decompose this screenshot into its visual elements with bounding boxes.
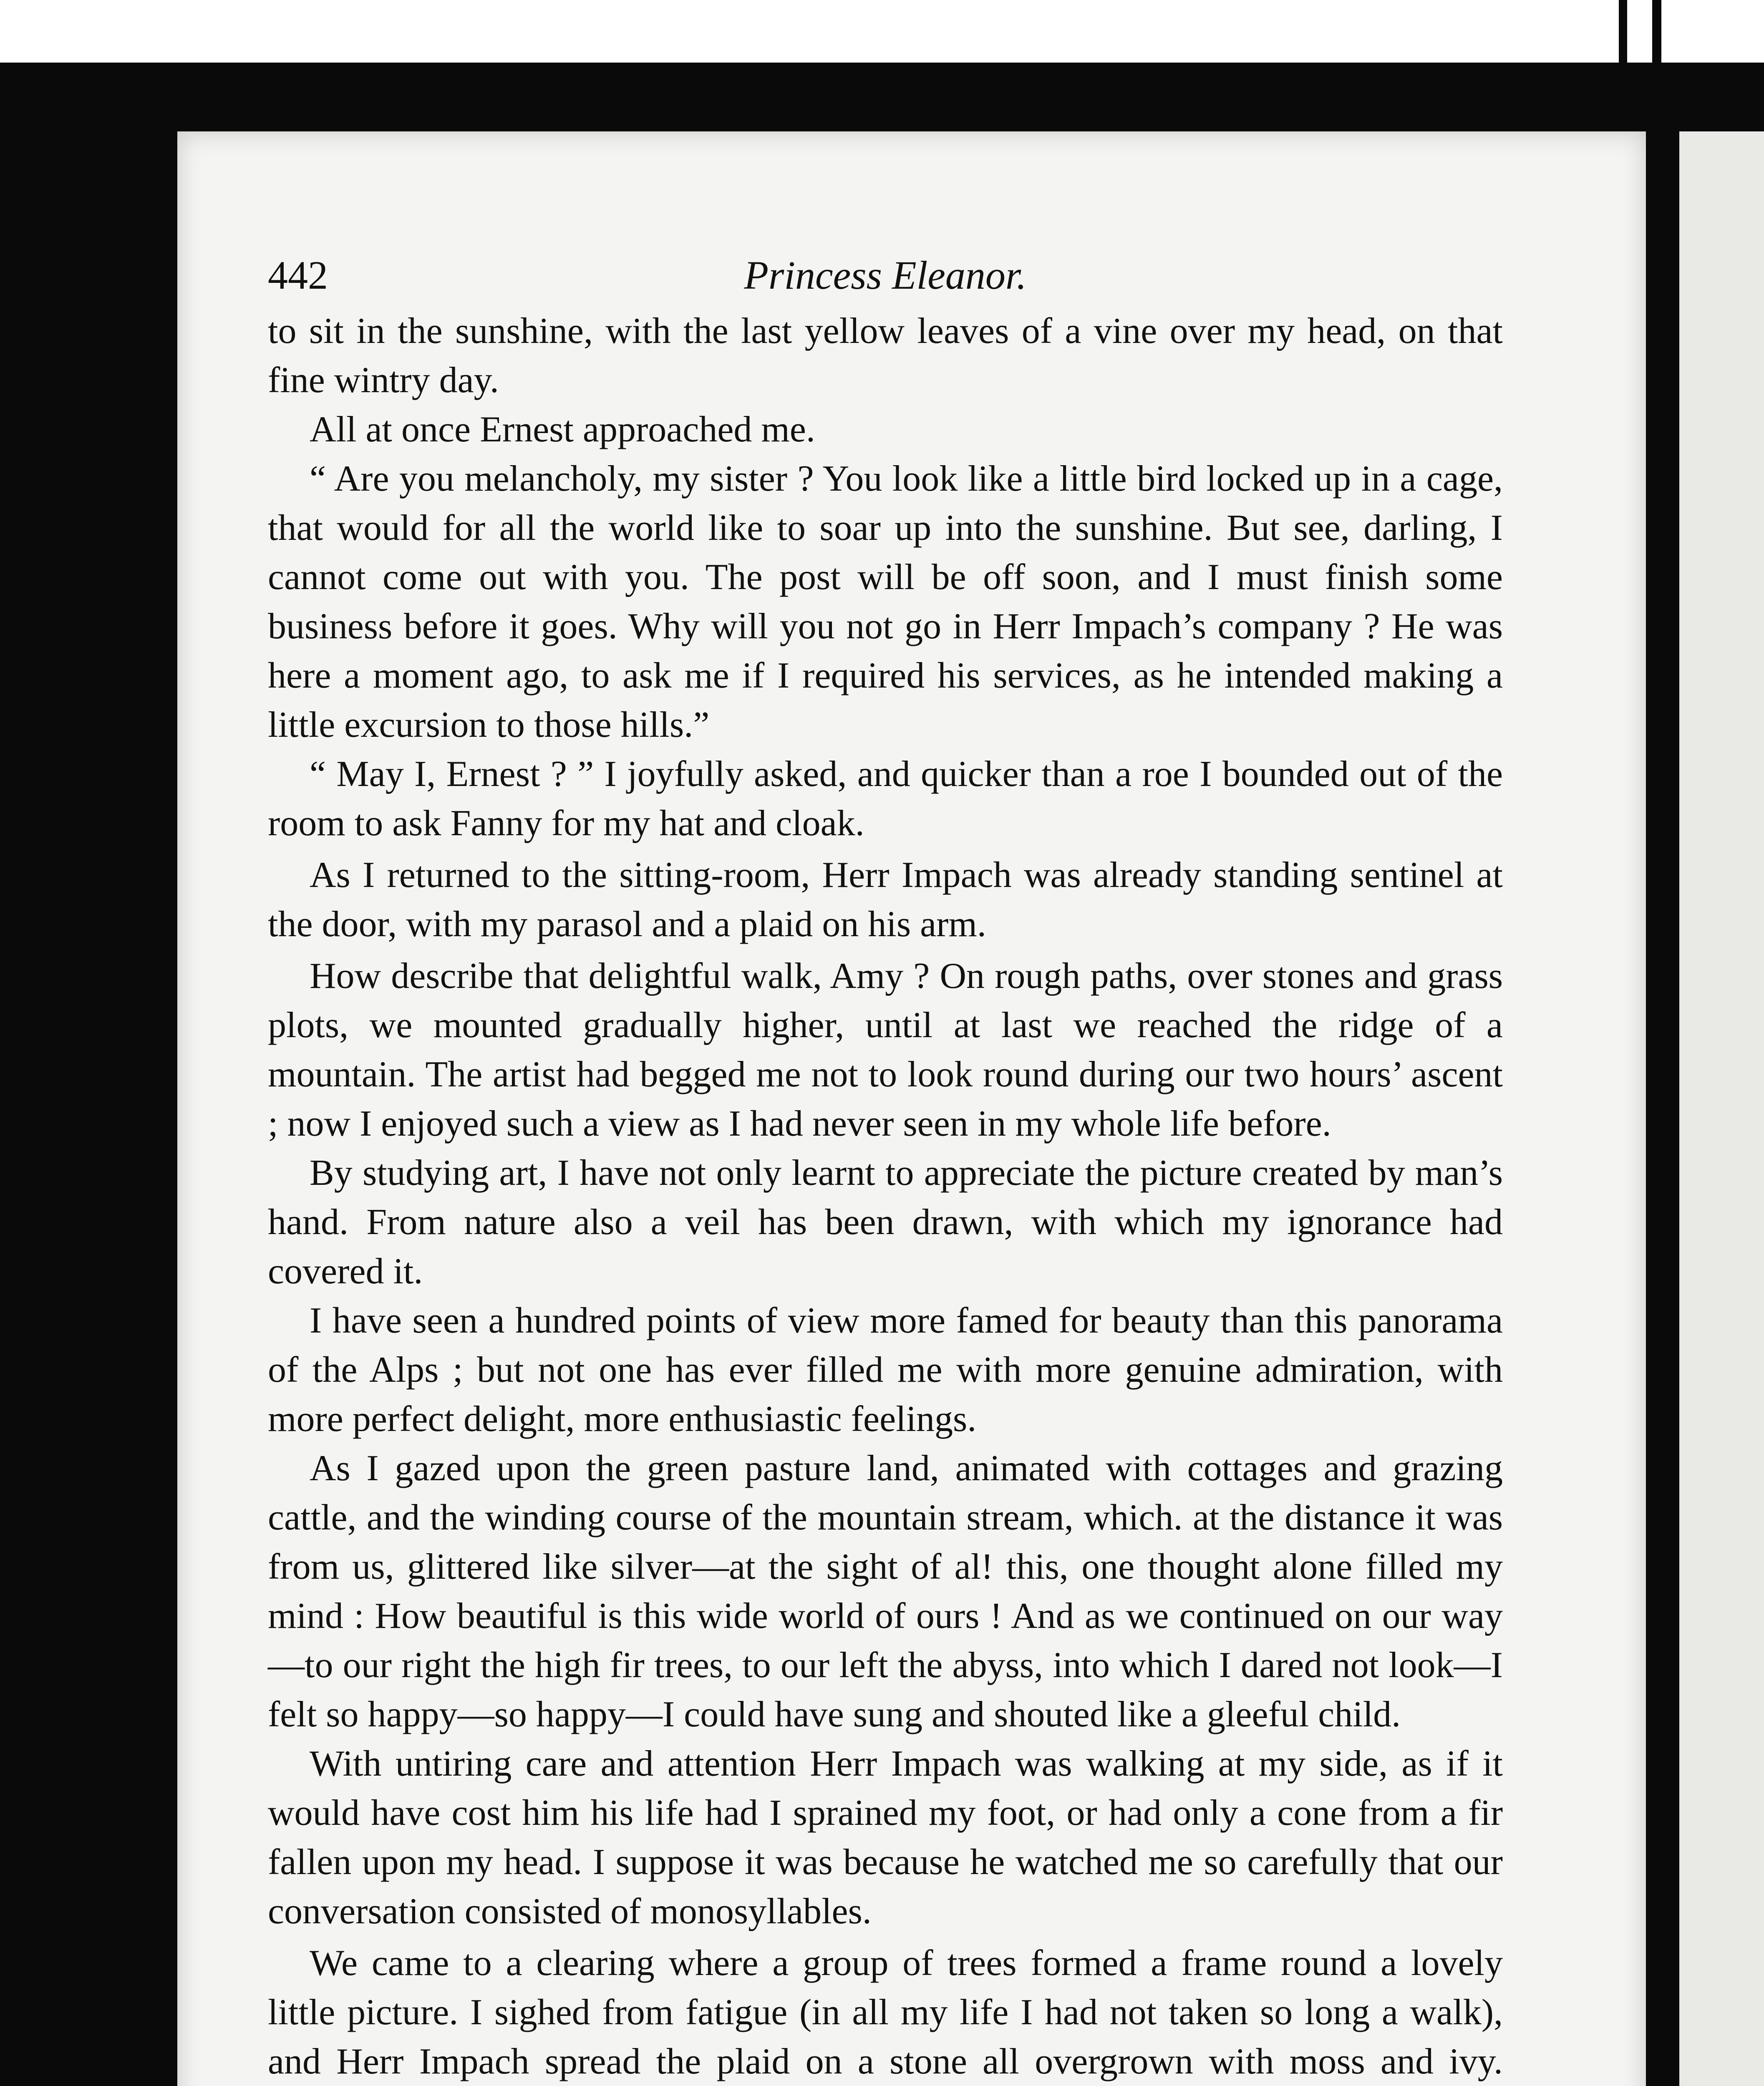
paragraph: “ May I, Ernest ? ” I joyfully asked, and quicker than a roe I bounded out of the room to ask Fanny for my hat and cloak. bbox=[268, 754, 1503, 844]
paragraph: By studying art, I have not only learnt to appreciate the picture created by man’s hand. From nature also a veil has been drawn, with which my ignorance had covered it. bbox=[268, 1153, 1503, 1292]
page-content bbox=[268, 244, 1503, 2086]
next-page-edge bbox=[1679, 131, 1764, 2086]
top-dark-band bbox=[0, 63, 1764, 131]
paragraph: As I gazed upon the green pasture land, animated with cottages and grazing cattle, and the winding course of the mountain stream, which. at the distance it was from us, glittered like silver—at the sight of al! this, one thought alone filled my mind : How beautiful is this wide world of ours ! And as we continued on our way—to our right the high fir trees, to our left the abyss, into which I dared not look—I felt so happy—so happy—I could have sung and shouted like a gleeful child. bbox=[268, 1448, 1503, 1735]
paragraph: With untiring care and attention Herr Impach was walking at my side, as if it would have cost him his life had I sprained my foot, or had only a cone from a fir fallen upon my head. I suppose it was because he watched me so carefully that our conversation consisted of monosyllables. bbox=[268, 1743, 1503, 1932]
running-title: Princess Eleanor. bbox=[744, 253, 1027, 297]
left-dark-margin bbox=[0, 131, 177, 2086]
running-head bbox=[268, 244, 1503, 307]
top-binding-line bbox=[1652, 0, 1661, 63]
book-page bbox=[177, 131, 1646, 2086]
page-number: 442 bbox=[268, 253, 328, 297]
paragraph: As I returned to the sitting-room, Herr Impach was already standing sentinel at the door, with my parasol and a plaid on his arm. bbox=[268, 855, 1503, 945]
top-binding-line bbox=[1619, 0, 1627, 63]
paragraph-text: We came to a clearing where a group of trees formed a frame round a lovely little picture. I sighed from fatigue (in all my life I had not taken so long a walk), and Herr Impach spread the plaid on a stone all overgrown with moss and ivy. bbox=[268, 1943, 1503, 2082]
paragraph: All at once Ernest approached me. bbox=[310, 409, 815, 450]
paragraph: to sit in the sunshine, with the last yellow leaves of a vine over my head, on that fine wintry day. bbox=[268, 311, 1503, 401]
right-dark-gutter bbox=[1646, 131, 1679, 2086]
paragraph-last bbox=[268, 1939, 1503, 2086]
paragraph: “ Are you melancholy, my sister ? You look like a little bird locked up in a cage, that would for all the world like to soar up into the sunshine. But see, darling, I cannot come out with you. The post will be off soon, and I must finish some business before it goes. Why will you not go in Herr Impach’s company ? He was here a moment ago, to ask me if I required his services, as he intended making a little excursion to those hills.” bbox=[268, 459, 1503, 745]
body-text bbox=[268, 307, 1503, 2086]
paragraph: How describe that delightful walk, Amy ? On rough paths, over stones and grass plots, we mounted gradually higher, until at last we reached the ridge of a mountain. The artist had begged me not to look round during our two hours’ ascent ; now I enjoyed such a view as I had never seen in my whole life before. bbox=[268, 956, 1503, 1144]
paragraph: I have seen a hundred points of view more famed for beauty than this panorama of the Alps ; but not one has ever filled me with more genuine admiration, with more perfect delight, more enthusiastic feelings. bbox=[268, 1300, 1503, 1439]
